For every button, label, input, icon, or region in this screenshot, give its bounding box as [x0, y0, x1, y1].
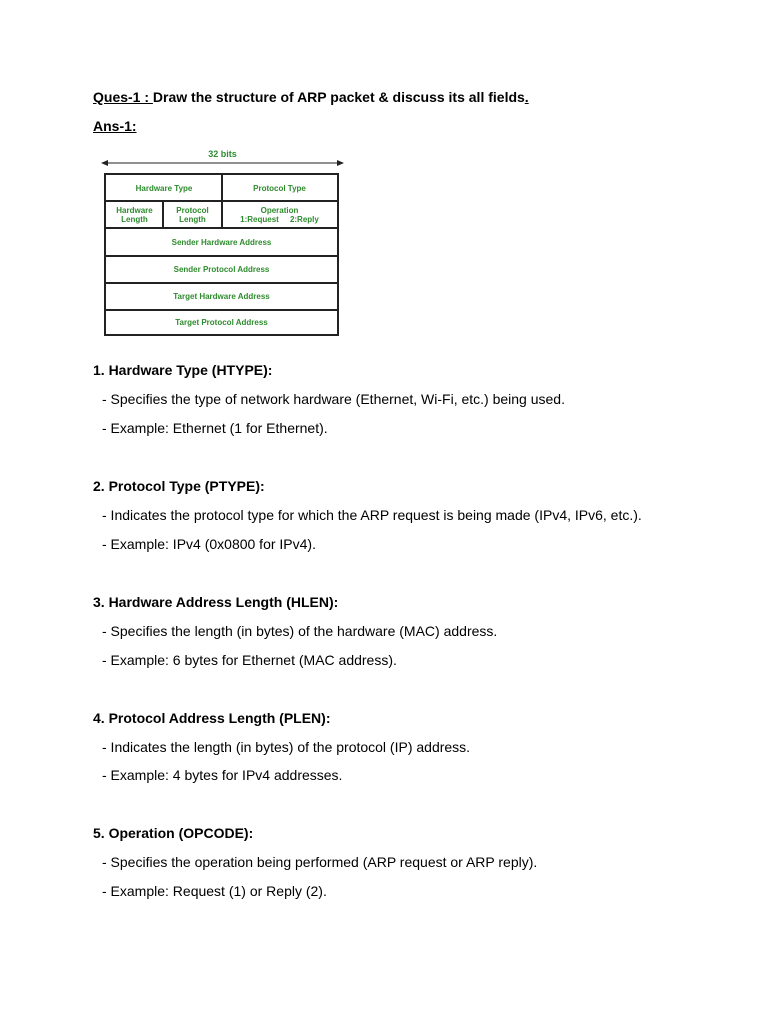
question-text: Draw the structure of ARP packet & discuss its all fields	[152, 89, 525, 105]
field-description: - Indicates the length (in bytes) of the protocol (IP) address.	[102, 739, 471, 755]
cell-target-hardware-address: Target Hardware Address	[173, 292, 270, 301]
field-description: - Specifies the operation being performed (ARP request or ARP reply).	[102, 854, 538, 870]
cell-target-protocol-address: Target Protocol Address	[175, 318, 268, 327]
operation-label: Operation	[260, 205, 299, 215]
cell-protocol-type: Protocol Type	[253, 183, 306, 193]
cell-protocol-length: Protocol Length	[176, 205, 209, 224]
field-heading: 4. Protocol Address Length (PLEN):	[93, 710, 331, 726]
answer-label: Ans-1:	[93, 118, 137, 134]
field-example: - Example: 4 bytes for IPv4 addresses.	[102, 767, 343, 783]
field-description: - Specifies the length (in bytes) of the hardware (MAC) address.	[102, 623, 498, 639]
cell-hardware-type: Hardware Type	[135, 183, 193, 193]
cell-sender-hardware-address: Sender Hardware Address	[171, 237, 272, 247]
field-heading: 1. Hardware Type (HTYPE):	[93, 362, 273, 378]
question-line	[93, 88, 529, 106]
cell-sender-protocol-address: Sender Protocol Address	[173, 265, 270, 274]
width-arrow-icon	[100, 155, 345, 171]
arp-packet-diagram	[100, 145, 345, 340]
field-example: - Example: 6 bytes for Ethernet (MAC address).	[102, 652, 397, 668]
field-example: - Example: Request (1) or Reply (2).	[102, 883, 327, 899]
cell-operation	[222, 202, 337, 227]
field-example: - Example: Ethernet (1 for Ethernet).	[102, 420, 328, 436]
bits-width-label: 32 bits	[208, 149, 237, 159]
question-prefix: Ques-1 :	[93, 89, 153, 105]
field-heading: 3. Hardware Address Length (HLEN):	[93, 594, 339, 610]
field-description: - Indicates the protocol type for which the ARP request is being made (IPv4, IPv6, etc.).	[102, 507, 642, 523]
arp-packet-grid	[104, 173, 339, 336]
field-description: - Specifies the type of network hardware (Ethernet, Wi-Fi, etc.) being used.	[102, 391, 565, 407]
cell-hardware-length: Hardware Length	[116, 205, 153, 224]
field-heading: 2. Protocol Type (PTYPE):	[93, 478, 265, 494]
question-end: .	[524, 89, 529, 105]
operation-values: 1:Request 2:Reply	[240, 214, 319, 224]
field-heading: 5. Operation (OPCODE):	[93, 825, 254, 841]
field-example: - Example: IPv4 (0x0800 for IPv4).	[102, 536, 316, 552]
